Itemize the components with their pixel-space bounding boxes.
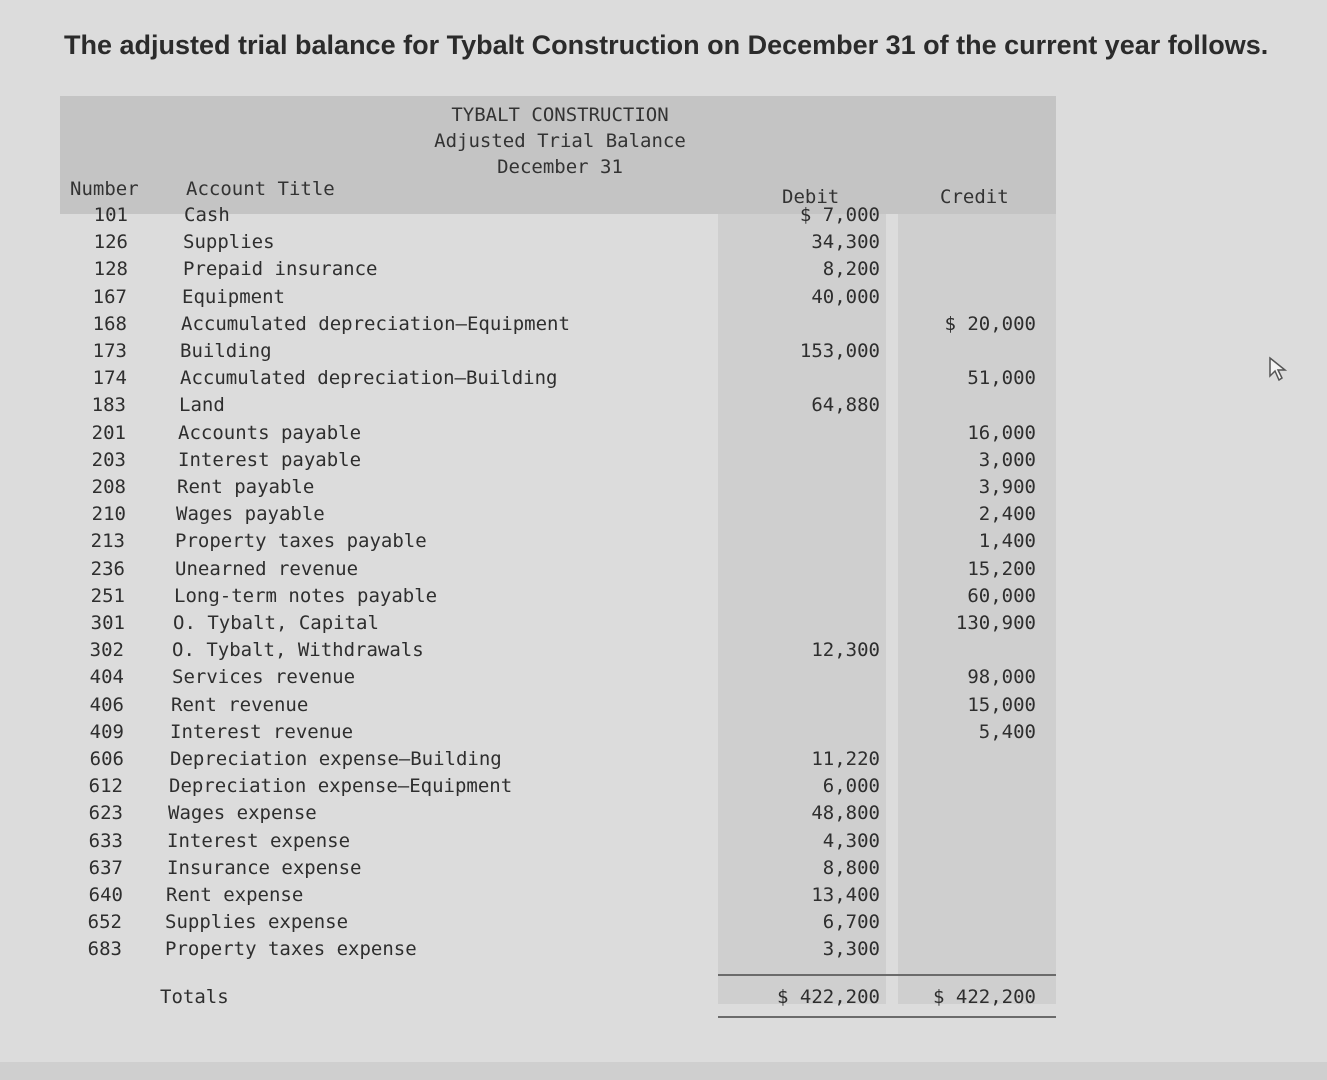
table-row [60, 449, 1060, 476]
debit-amount: 34,300 [811, 231, 880, 254]
account-title: Rent payable [177, 476, 315, 498]
account-number: 406 [89, 693, 124, 716]
table-row [60, 231, 1060, 258]
account-number: 637 [88, 856, 123, 879]
account-title: Depreciation expense—Equipment [169, 775, 513, 798]
totals-credit: $ 422,200 [933, 986, 1036, 1008]
account-title: O. Tybalt, Capital [173, 612, 379, 634]
totals-top-rule [718, 974, 1056, 976]
account-title: Unearned revenue [175, 557, 359, 580]
debit-amount: 12,300 [811, 639, 880, 662]
credit-amount: 51,000 [967, 367, 1036, 390]
account-number: 208 [91, 476, 126, 498]
table-row [60, 422, 1060, 449]
table-row [60, 639, 1060, 666]
company-name: TYBALT CONSTRUCTION [451, 104, 669, 126]
mouse-pointer-icon [1268, 356, 1290, 387]
table-row [60, 612, 1060, 639]
table-row [60, 258, 1060, 285]
credit-amount: 130,900 [955, 612, 1036, 634]
credit-amount: 15,200 [967, 557, 1036, 580]
debit-amount: 8,800 [822, 856, 880, 879]
credit-amount: 3,000 [978, 448, 1036, 471]
account-title: Depreciation expense—Building [170, 748, 502, 770]
account-number: 302 [89, 639, 124, 662]
account-title: Accumulated depreciation—Building [180, 367, 558, 390]
debit-amount: 13,400 [811, 884, 880, 906]
table-row [60, 748, 1060, 775]
table-row [60, 857, 1060, 884]
statement-date: December 31 [497, 156, 623, 178]
table-row [60, 367, 1060, 394]
account-number: 301 [90, 612, 125, 634]
account-title: Supplies [183, 231, 275, 254]
account-number: 683 [87, 938, 122, 961]
table-row [60, 884, 1060, 911]
table-row [60, 530, 1060, 557]
account-number: 168 [92, 312, 127, 335]
credit-amount: 5,400 [978, 720, 1036, 743]
totals-debit: $ 422,200 [777, 986, 880, 1008]
table-row [60, 476, 1060, 503]
account-title: Long-term notes payable [174, 584, 438, 607]
account-number: 128 [93, 258, 128, 281]
account-number: 174 [92, 367, 127, 390]
table-row [60, 394, 1060, 421]
debit-amount: 153,000 [799, 340, 880, 362]
account-title: Insurance expense [167, 856, 362, 879]
table-row [60, 802, 1060, 829]
column-header-credit: Credit [940, 186, 1009, 208]
account-number: 633 [88, 829, 123, 852]
table-row [60, 775, 1060, 802]
intro-text: The adjusted trial balance for Tybalt Construction on December 31 of the current year follows. [64, 30, 1269, 60]
debit-amount: 40,000 [811, 285, 880, 308]
account-number: 183 [91, 394, 126, 417]
table-row [60, 558, 1060, 585]
debit-amount: 6,700 [822, 911, 880, 934]
debit-amount: 8,200 [822, 258, 880, 281]
debit-amount: 6,000 [822, 775, 880, 798]
credit-amount: 98,000 [967, 666, 1036, 689]
debit-amount: 64,880 [811, 394, 880, 417]
table-row [60, 938, 1060, 965]
table-row [60, 666, 1060, 693]
account-title: Rent revenue [171, 693, 309, 716]
account-title: Rent expense [166, 884, 304, 906]
account-number: 251 [90, 584, 125, 607]
table-row [60, 340, 1060, 367]
debit-amount: 11,220 [811, 748, 880, 770]
account-number: 126 [93, 231, 128, 254]
debit-amount: 4,300 [822, 829, 880, 852]
account-number: 623 [88, 802, 123, 825]
credit-amount: 15,000 [967, 693, 1036, 716]
column-header-title: Account Title [186, 178, 335, 200]
credit-amount: 16,000 [967, 421, 1036, 444]
table-row [60, 503, 1060, 530]
table-row [60, 694, 1060, 721]
table-row [60, 721, 1060, 748]
account-title: Accounts payable [178, 421, 362, 444]
column-header-number: Number [70, 178, 139, 200]
account-title: Interest payable [178, 448, 362, 471]
screen-bottom-edge [0, 1062, 1327, 1080]
credit-amount: 3,900 [978, 476, 1036, 498]
table-row [60, 286, 1060, 313]
account-title: Interest expense [167, 829, 351, 852]
account-title: Services revenue [172, 666, 356, 689]
account-number: 201 [91, 421, 126, 444]
account-title: Prepaid insurance [183, 258, 378, 281]
table-row [60, 585, 1060, 612]
account-title: Interest revenue [170, 720, 354, 743]
account-title: Accumulated depreciation—Equipment [181, 312, 570, 335]
totals-label: Totals [160, 986, 229, 1008]
credit-amount: $ 20,000 [944, 312, 1036, 335]
table-row [60, 830, 1060, 857]
account-title: Wages payable [176, 503, 325, 526]
account-title: Supplies expense [165, 911, 349, 934]
account-number: 101 [93, 204, 128, 226]
debit-amount: 48,800 [811, 802, 880, 825]
table-row [60, 911, 1060, 938]
totals-row [60, 986, 1060, 1013]
table-row [60, 313, 1060, 340]
account-number: 652 [87, 911, 122, 934]
debit-amount: $ 7,000 [799, 204, 880, 226]
account-number: 606 [89, 748, 124, 770]
debit-amount: 3,300 [822, 938, 880, 961]
account-number: 210 [91, 503, 126, 526]
account-number: 167 [92, 285, 127, 308]
account-number: 213 [90, 530, 125, 553]
trial-balance-table [60, 96, 1060, 1036]
account-title: Property taxes payable [175, 530, 427, 553]
credit-amount: 2,400 [978, 503, 1036, 526]
account-title: Cash [184, 204, 230, 226]
account-number: 409 [89, 720, 124, 743]
account-number: 203 [91, 448, 126, 471]
account-title: Land [179, 394, 225, 417]
totals-bottom-rule [718, 1016, 1056, 1018]
account-number: 236 [90, 557, 125, 580]
statement-name: Adjusted Trial Balance [434, 130, 686, 152]
column-header-debit: Debit [782, 186, 840, 208]
table-row [60, 204, 1060, 231]
account-number: 404 [89, 666, 124, 689]
credit-amount: 60,000 [967, 584, 1036, 607]
account-number: 612 [88, 775, 123, 798]
account-title: O. Tybalt, Withdrawals [172, 639, 424, 662]
account-title: Wages expense [168, 802, 317, 825]
account-title: Building [180, 340, 272, 362]
account-number: 173 [92, 340, 127, 362]
account-title: Property taxes expense [165, 938, 417, 961]
credit-amount: 1,400 [978, 530, 1036, 553]
account-title: Equipment [182, 285, 285, 308]
account-number: 640 [88, 884, 123, 906]
